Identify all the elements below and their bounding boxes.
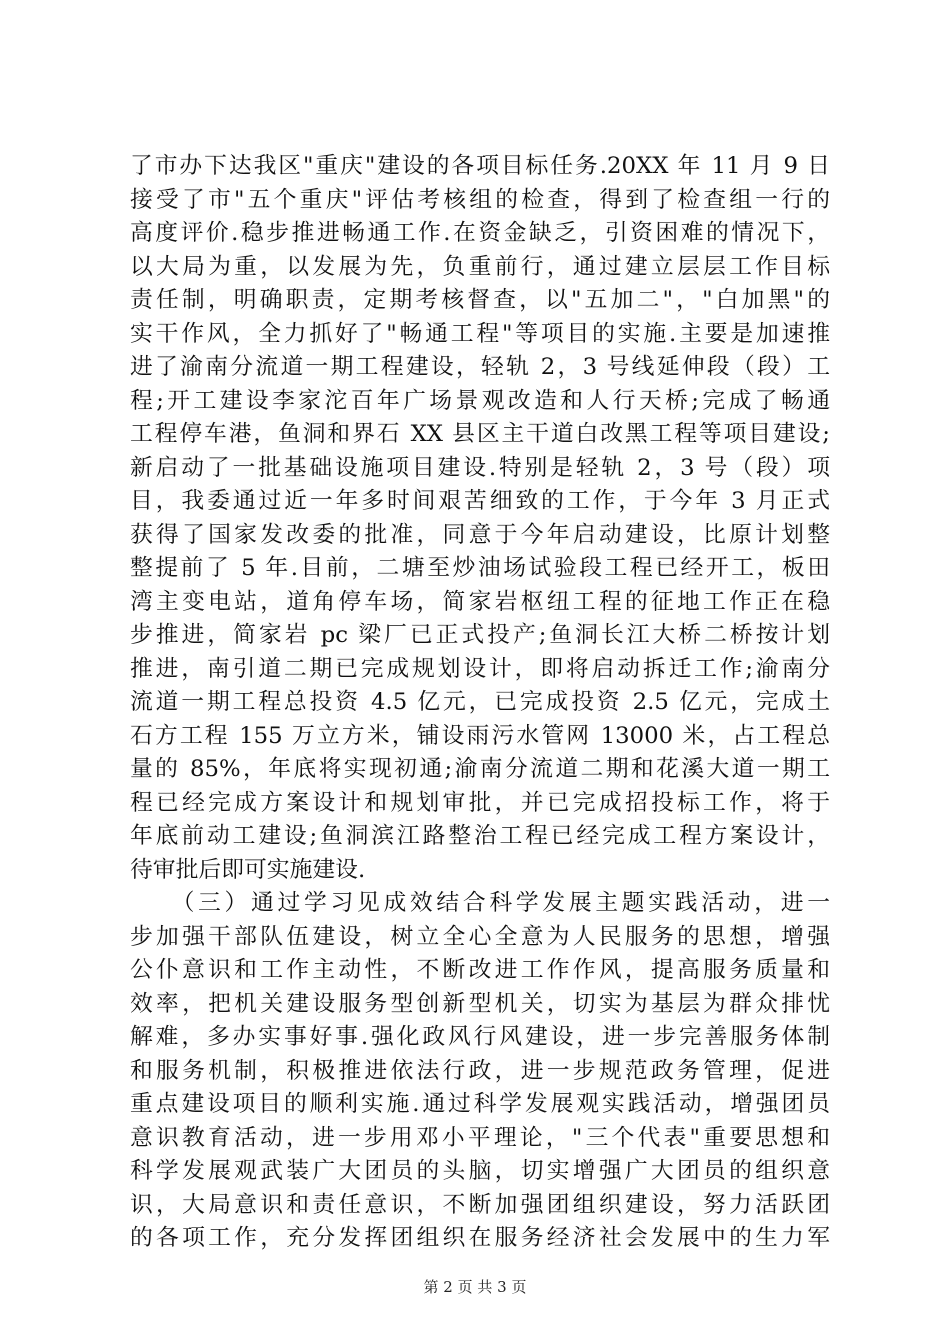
text-line: 解难，多办实事好事.强化政风行风建设，进一步完善服务体制 <box>130 1024 830 1050</box>
text-line: 意识教育活动，进一步用邓小平理论，"三个代表"重要思想和 <box>130 1124 830 1151</box>
text-line: 和服务机制，积极推进依法行政，进一步规范政务管理，促进 <box>130 1057 830 1084</box>
text-line: 步推进，简家岩 pc 梁厂已正式投产;鱼洞长江大桥二桥按计划 <box>130 622 830 648</box>
text-line: 程已经完成方案设计和规划审批，并已完成招投标工作，将于 <box>130 789 830 816</box>
text-line: 步加强干部队伍建设，树立全心全意为人民服务的思想，增强 <box>130 923 830 950</box>
text-line: 量的 85%，年底将实现初通;渝南分流道二期和花溪大道一期工 <box>130 756 830 782</box>
text-line: 以大局为重，以发展为先，负重前行，通过建立层层工作目标 <box>130 253 830 280</box>
text-line: 湾主变电站，道角停车场，简家岩枢纽工程的征地工作正在稳 <box>130 588 830 615</box>
text-line: 新启动了一批基础设施项目建设.特别是轻轨 2，3 号（段）项 <box>130 454 830 481</box>
text-line: 流道一期工程总投资 4.5 亿元，已完成投资 2.5 亿元，完成土 <box>130 689 830 715</box>
text-line: 效率，把机关建设服务型创新型机关，切实为基层为群众排忧 <box>130 990 830 1017</box>
page-footer: 第 2 页 共 3 页 <box>423 1278 527 1296</box>
text-line: 责任制，明确职责，定期考核督查，以"五加二"，"白加黑"的 <box>130 287 830 313</box>
text-line: 科学发展观武装广大团员的头脑，切实增强广大团员的组织意 <box>130 1158 830 1184</box>
text-line: 获得了国家发改委的批准，同意于今年启动建设，比原计划整 <box>130 521 830 548</box>
text-line: 推进，南引道二期已完成规划设计，即将启动拆迁工作;渝南分 <box>130 655 830 682</box>
text-line: 高度评价.稳步推进畅通工作.在资金缺乏，引资困难的情况下， <box>130 220 830 246</box>
text-line: 重点建设项目的顺利实施.通过科学发展观实践活动，增强团员 <box>130 1091 830 1117</box>
text-line: 年底前动工建设;鱼洞滨江路整治工程已经完成工程方案设计， <box>130 823 830 849</box>
text-line: （三）通过学习见成效结合科学发展主题实践活动，进一 <box>130 890 830 916</box>
text-line: 接受了市"五个重庆"评估考核组的检查，得到了检查组一行的 <box>130 186 830 213</box>
text-line: 的各项工作，充分发挥团组织在服务经济社会发展中的生力军 <box>130 1225 830 1251</box>
text-line: 整提前了 5 年.目前，二塘至炒油场试验段工程已经开工，板田 <box>130 555 830 581</box>
text-line: 识，大局意识和责任意识，不断加强团组织建设，努力活跃团 <box>130 1191 830 1218</box>
text-line: 实干作风，全力抓好了"畅通工程"等项目的实施.主要是加速推 <box>130 320 830 347</box>
text-line: 程;开工建设李家沱百年广场景观改造和人行天桥;完成了畅通 <box>130 387 830 414</box>
text-line: 公仆意识和工作主动性，不断改进工作作风，提高服务质量和 <box>130 957 830 983</box>
body-text <box>130 150 830 1256</box>
text-line: 工程停车港，鱼洞和界石 XX 县区主干道白改黑工程等项目建设; <box>130 421 830 447</box>
text-line: 待审批后即可实施建设. <box>130 856 366 883</box>
text-line: 目，我委通过近一年多时间艰苦细致的工作，于今年 3 月正式 <box>130 488 830 514</box>
text-line: 石方工程 155 万立方米，铺设雨污水管网 13000 米，占工程总 <box>130 722 830 749</box>
text-line: 进了渝南分流道一期工程建设，轻轨 2，3 号线延伸段（段）工 <box>130 354 830 380</box>
text-line: 了市办下达我区"重庆"建设的各项目标任务.20XX 年 11 月 9 日 <box>130 153 830 179</box>
